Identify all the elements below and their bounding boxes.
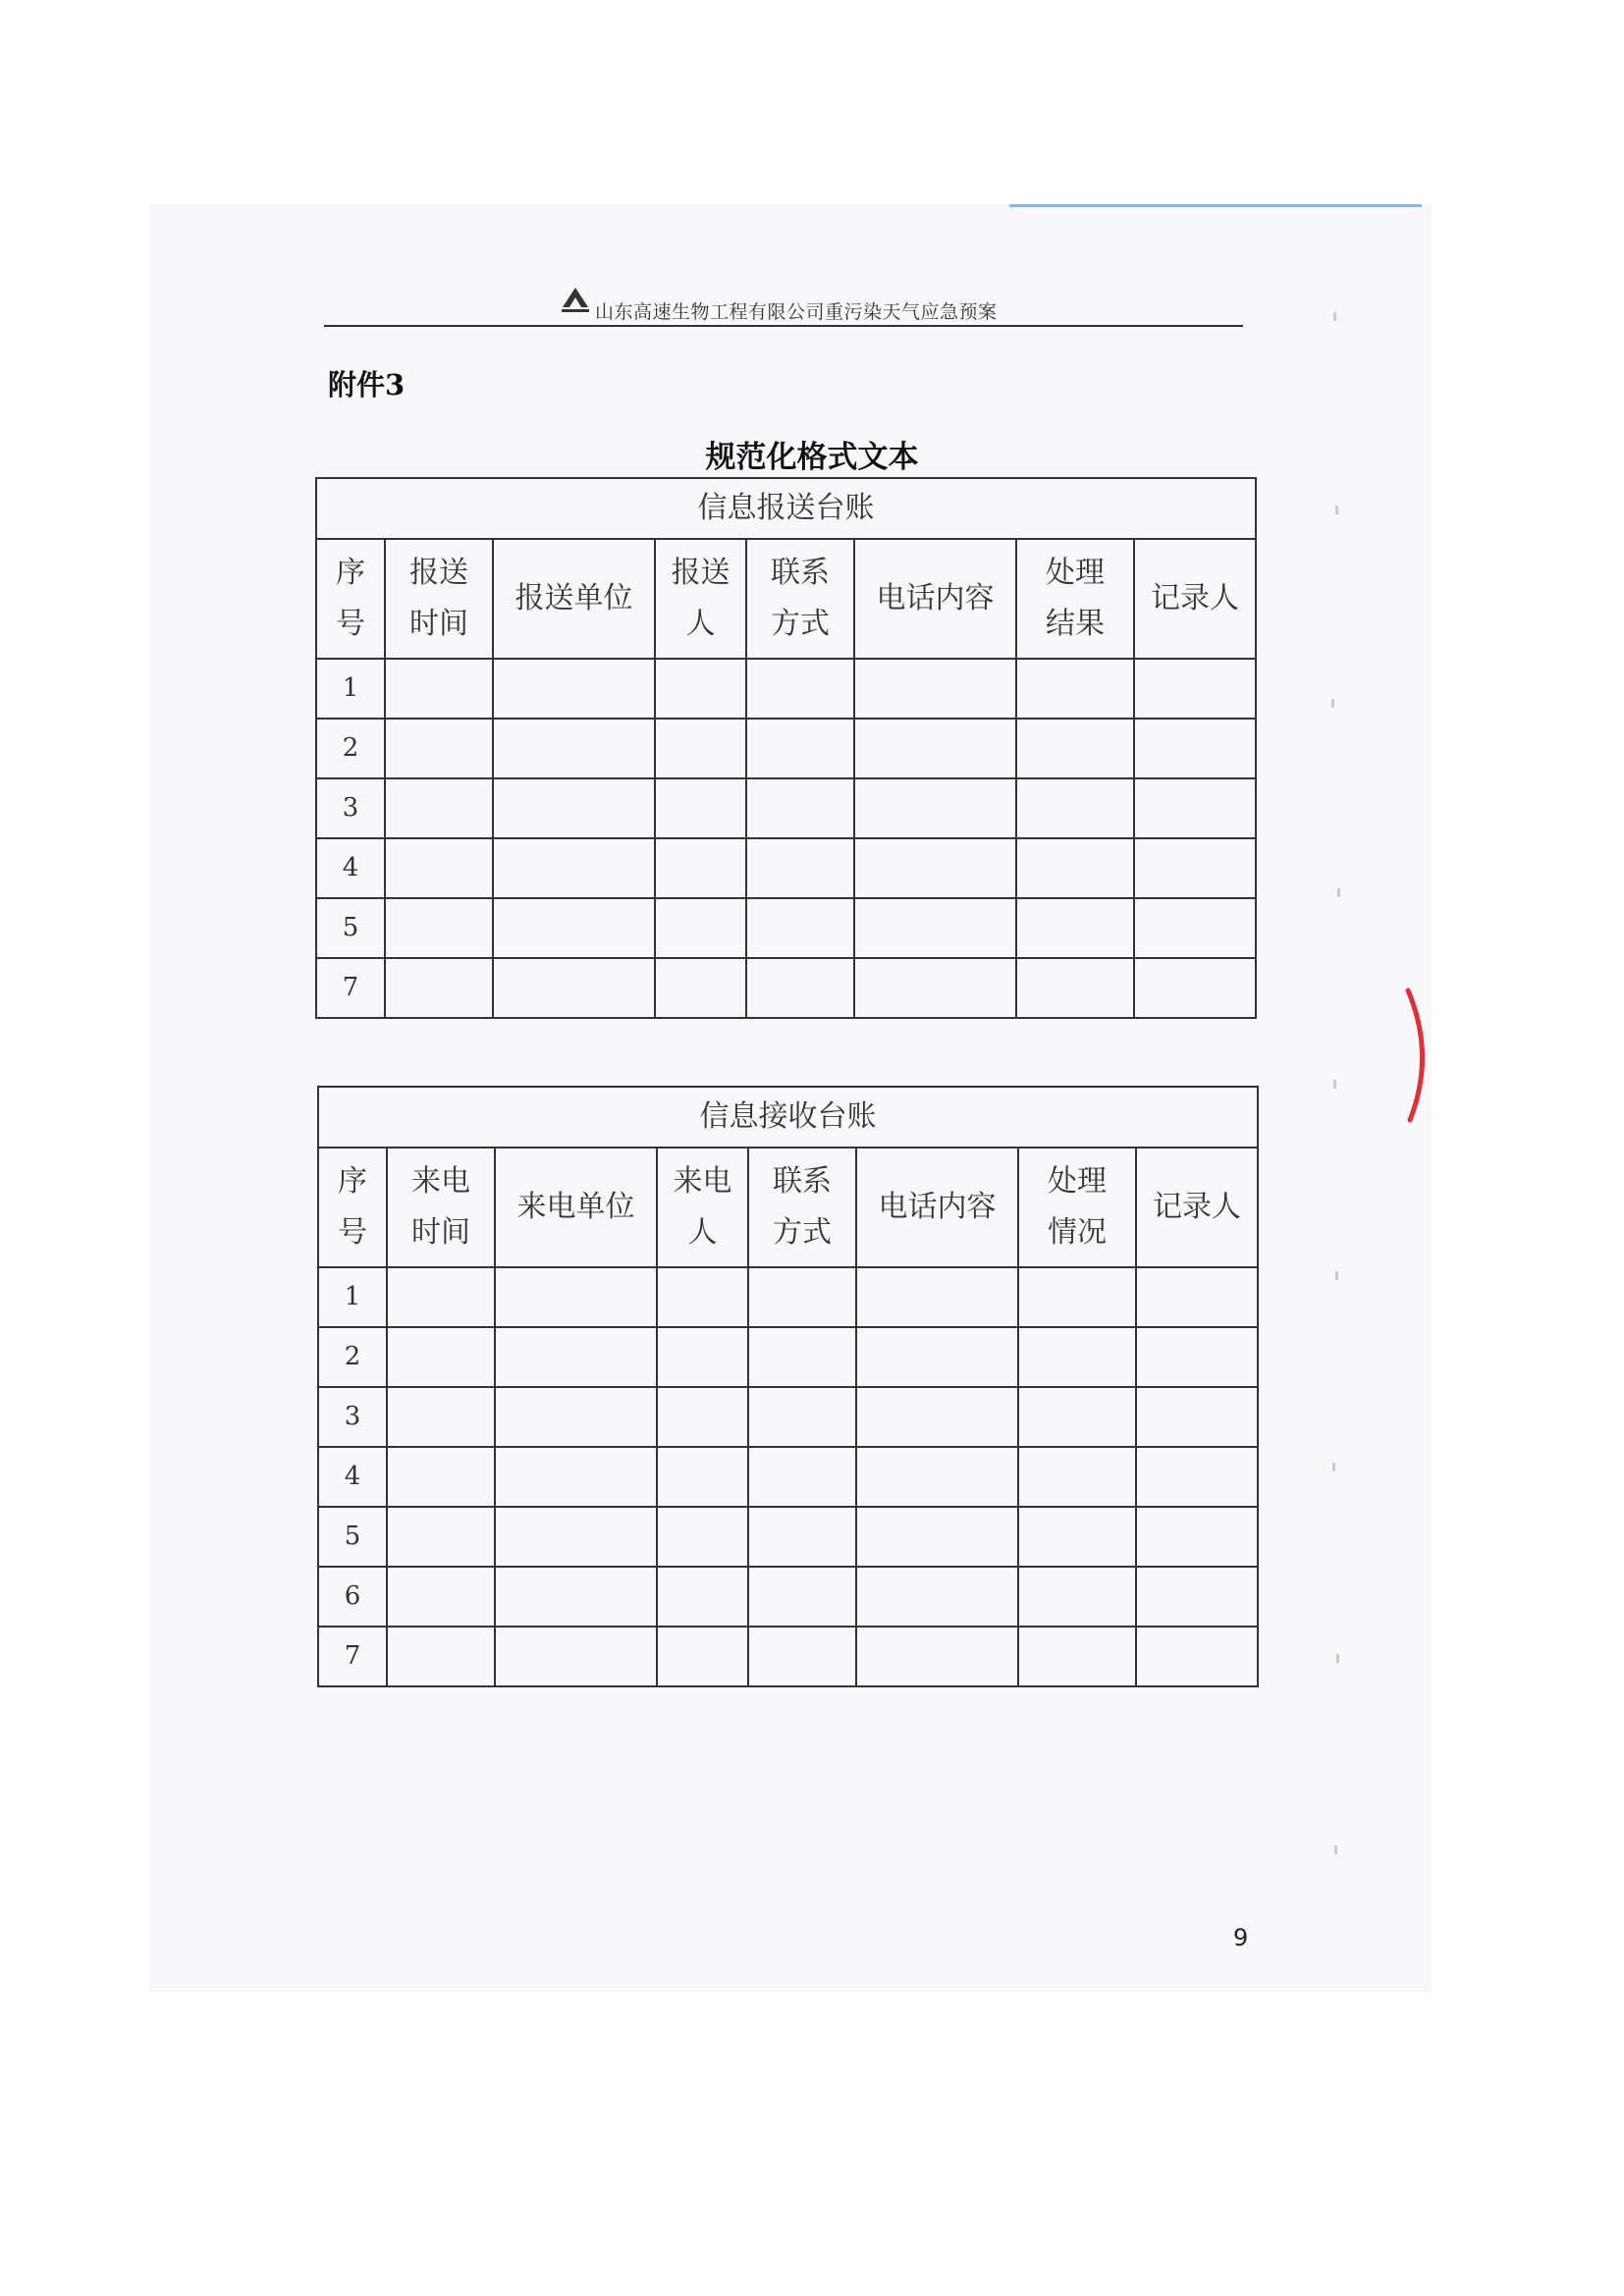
table-cell — [493, 838, 655, 898]
table-cell — [1134, 838, 1256, 898]
table-row — [316, 659, 1256, 719]
header-text: 来电 — [673, 1163, 732, 1199]
column-header — [657, 1148, 748, 1267]
table-row — [318, 1267, 1258, 1327]
company-logo-icon — [560, 286, 591, 315]
header-title: 山东高速生物工程有限公司重污染天气应急预案 — [595, 301, 998, 323]
header-text: 记录人 — [1153, 1189, 1241, 1224]
column-header — [316, 539, 385, 659]
table-cell — [387, 1387, 495, 1447]
table-cell — [856, 1507, 1018, 1567]
table-cell — [1018, 1387, 1136, 1447]
table-cell — [1016, 778, 1134, 838]
table-cell — [385, 659, 493, 719]
column-header — [748, 1148, 856, 1267]
table-cell — [856, 1267, 1018, 1327]
page-number: 9 — [1233, 1924, 1249, 1951]
table-cell — [746, 958, 854, 1018]
table-cell — [1016, 958, 1134, 1018]
table-cell — [655, 659, 746, 719]
table-cell — [387, 1447, 495, 1507]
table-cell — [495, 1567, 657, 1627]
table-cell — [495, 1327, 657, 1387]
table-cell — [493, 719, 655, 778]
table-cell — [856, 1627, 1018, 1686]
table-cell — [387, 1507, 495, 1567]
table-cell — [493, 659, 655, 719]
table-cell — [748, 1327, 856, 1387]
table-cell — [1016, 838, 1134, 898]
attachment-label: 附件3 — [328, 368, 406, 401]
table-cell — [1136, 1327, 1258, 1387]
table-cell — [1136, 1507, 1258, 1567]
header-text: 序 — [336, 555, 365, 590]
table-cell — [746, 719, 854, 778]
table-cell — [657, 1507, 748, 1567]
row-number: 7 — [318, 1627, 387, 1686]
table-cell — [748, 1507, 856, 1567]
table-cell — [493, 778, 655, 838]
table-cell — [1018, 1567, 1136, 1627]
table-cell — [1018, 1267, 1136, 1327]
header-text: 记录人 — [1151, 580, 1239, 615]
table-row — [316, 838, 1256, 898]
table-row — [318, 1447, 1258, 1507]
column-header — [1018, 1148, 1136, 1267]
table-cell — [856, 1567, 1018, 1627]
table-cell — [854, 719, 1016, 778]
info-report-ledger-table — [315, 477, 1257, 1019]
table-cell — [1134, 659, 1256, 719]
header-text: 联系 — [771, 555, 830, 590]
column-header — [387, 1148, 495, 1267]
row-number: 3 — [316, 778, 385, 838]
table-caption: 信息报送台账 — [316, 478, 1256, 539]
table-cell — [856, 1387, 1018, 1447]
column-header — [493, 539, 655, 659]
row-number: 1 — [318, 1267, 387, 1327]
table-row — [316, 778, 1256, 838]
table-cell — [1134, 958, 1256, 1018]
header-text: 时间 — [409, 607, 468, 641]
table-cell — [748, 1447, 856, 1507]
info-receive-ledger-table — [317, 1086, 1259, 1687]
document-title: 规范化格式文本 — [705, 440, 919, 475]
table-cell — [1018, 1447, 1136, 1507]
table-cell — [856, 1447, 1018, 1507]
table-cell — [495, 1267, 657, 1327]
table-cell — [387, 1567, 495, 1627]
column-header — [385, 539, 493, 659]
row-number: 2 — [318, 1327, 387, 1387]
table-cell — [746, 778, 854, 838]
table-cell — [657, 1567, 748, 1627]
table-row — [316, 958, 1256, 1018]
table-cell — [655, 898, 746, 958]
table-cell — [655, 778, 746, 838]
table-cell — [657, 1627, 748, 1686]
header-text: 情况 — [1048, 1215, 1107, 1250]
table-cell — [1018, 1627, 1136, 1686]
header-text: 序 — [338, 1163, 367, 1199]
table-cell — [387, 1627, 495, 1686]
table-cell — [1136, 1627, 1258, 1686]
table-cell — [746, 838, 854, 898]
table-cell — [495, 1387, 657, 1447]
row-number: 7 — [316, 958, 385, 1018]
table-cell — [385, 719, 493, 778]
column-header — [1134, 539, 1256, 659]
table-cell — [657, 1327, 748, 1387]
table-cell — [385, 898, 493, 958]
table-cell — [748, 1267, 856, 1327]
table-cell — [854, 659, 1016, 719]
table-cell — [1134, 719, 1256, 778]
header-text: 来电 — [411, 1163, 470, 1199]
table-cell — [748, 1387, 856, 1447]
table-cell — [1016, 659, 1134, 719]
column-header — [856, 1148, 1018, 1267]
header-text: 电话内容 — [878, 1189, 997, 1224]
table-cell — [655, 838, 746, 898]
red-seal-edge — [1404, 987, 1437, 1124]
table-cell — [493, 898, 655, 958]
table-row — [318, 1327, 1258, 1387]
row-number: 4 — [318, 1447, 387, 1507]
table-cell — [387, 1267, 495, 1327]
table-cell — [655, 958, 746, 1018]
row-number: 6 — [318, 1567, 387, 1627]
table-cell — [1016, 898, 1134, 958]
header-text: 号 — [338, 1215, 367, 1250]
table-cell — [385, 778, 493, 838]
table-cell — [1016, 719, 1134, 778]
table-cell — [657, 1387, 748, 1447]
table-cell — [748, 1627, 856, 1686]
header-text: 号 — [336, 607, 365, 641]
table-cell — [1134, 778, 1256, 838]
table-row — [318, 1567, 1258, 1627]
column-header — [318, 1148, 387, 1267]
header-text: 电话内容 — [876, 580, 995, 615]
column-header — [746, 539, 854, 659]
table-cell — [385, 838, 493, 898]
table-cell — [1136, 1267, 1258, 1327]
table-cell — [385, 958, 493, 1018]
table-row — [318, 1387, 1258, 1447]
row-number: 1 — [316, 659, 385, 719]
table-caption: 信息接收台账 — [318, 1087, 1258, 1148]
column-header — [495, 1148, 657, 1267]
table-cell — [495, 1507, 657, 1567]
table-cell — [657, 1447, 748, 1507]
table-cell — [854, 778, 1016, 838]
table-cell — [854, 838, 1016, 898]
header-text: 处理 — [1046, 555, 1105, 590]
table-cell — [657, 1267, 748, 1327]
table-cell — [856, 1327, 1018, 1387]
header-text: 联系 — [773, 1163, 832, 1199]
column-header — [1016, 539, 1134, 659]
table-cell — [746, 898, 854, 958]
table-row — [316, 719, 1256, 778]
header-text: 方式 — [773, 1215, 832, 1250]
header-text: 时间 — [411, 1215, 470, 1250]
table-cell — [495, 1447, 657, 1507]
table-cell — [748, 1567, 856, 1627]
header-text: 报送 — [409, 555, 468, 590]
header-text: 结果 — [1046, 607, 1105, 641]
column-header — [854, 539, 1016, 659]
row-number: 5 — [316, 898, 385, 958]
scan-edge-line — [1009, 204, 1422, 207]
header-text: 人 — [687, 1215, 718, 1250]
page-header — [324, 278, 1243, 327]
column-header — [655, 539, 746, 659]
table-cell — [1018, 1507, 1136, 1567]
header-text: 报送单位 — [514, 580, 633, 615]
row-number: 2 — [316, 719, 385, 778]
row-number: 4 — [316, 838, 385, 898]
table-cell — [1136, 1447, 1258, 1507]
table-cell — [387, 1327, 495, 1387]
table-cell — [854, 898, 1016, 958]
header-text: 人 — [685, 607, 716, 641]
table-cell — [495, 1627, 657, 1686]
header-text: 处理 — [1048, 1163, 1107, 1199]
table-cell — [655, 719, 746, 778]
column-header — [1136, 1148, 1258, 1267]
header-text: 方式 — [771, 607, 830, 641]
table-cell — [854, 958, 1016, 1018]
header-text: 报送 — [671, 555, 731, 590]
table-row — [316, 898, 1256, 958]
table-row — [318, 1627, 1258, 1686]
row-number: 5 — [318, 1507, 387, 1567]
row-number: 3 — [318, 1387, 387, 1447]
table-cell — [1134, 898, 1256, 958]
table-cell — [1018, 1327, 1136, 1387]
table-cell — [1136, 1567, 1258, 1627]
table-cell — [746, 659, 854, 719]
table-row — [318, 1507, 1258, 1567]
header-text: 来电单位 — [516, 1189, 635, 1224]
table-cell — [1136, 1387, 1258, 1447]
table-cell — [493, 958, 655, 1018]
